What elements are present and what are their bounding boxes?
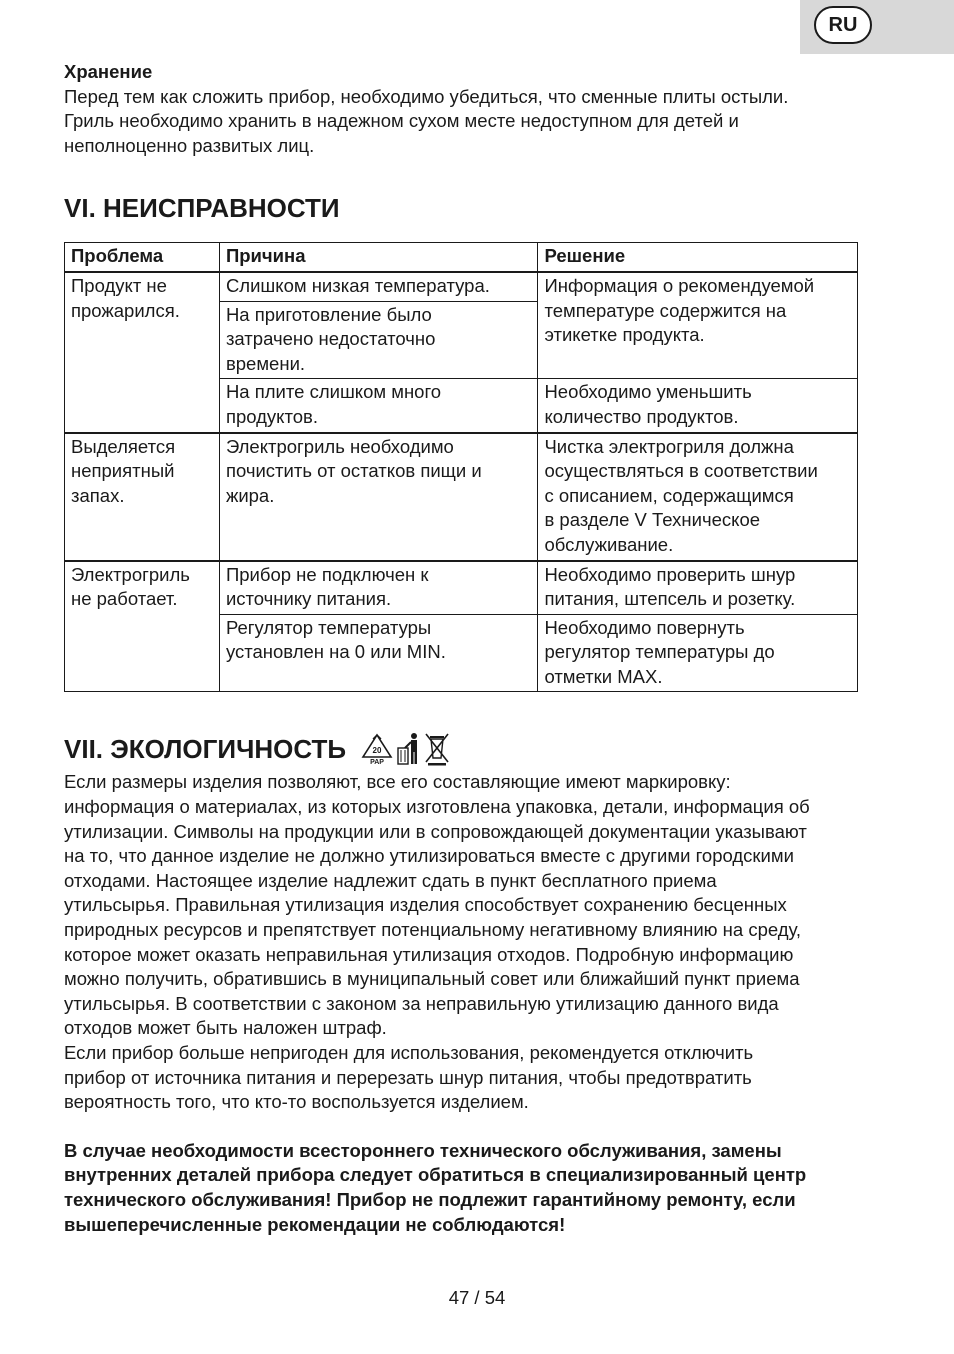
storage-line: Перед тем как сложить прибор, необходимо убедиться, что сменные плиты остыли.: [64, 85, 789, 107]
cell-line: затрачено недостаточно: [225, 328, 436, 350]
cell-line: с описанием, содержащимся: [544, 484, 794, 506]
service-warning: [64, 1139, 894, 1237]
cell-line: Прибор не подключен к: [225, 563, 429, 585]
cause-cell: [219, 614, 538, 692]
cell-line: времени.: [225, 352, 306, 374]
text-line: на то, что данное изделие не должно утилизироваться вместе с другими городскими: [64, 845, 794, 867]
cell-line: количество продуктов.: [544, 405, 739, 427]
cell-line: Слишком низкая температура.: [225, 274, 490, 296]
cause-cell: [219, 301, 538, 379]
warning-line: В случае необходимости всестороннего технического обслуживания, замены: [64, 1139, 782, 1161]
faults-table: [64, 242, 858, 692]
solution-cell: [538, 433, 858, 561]
text-line: отходов может быть наложен штраф.: [64, 1017, 387, 1039]
text-line: Если прибор больше непригоден для использования, рекомендуется отключить: [64, 1042, 754, 1063]
table-row: [65, 433, 858, 561]
crossed-bin-icon: [424, 732, 450, 766]
text-line: природных ресурсов и препятствует потенциальному негативному влиянию на среду,: [64, 919, 802, 941]
cell-line: в разделе V Техническое: [544, 509, 761, 531]
text-line: утильсырья. В соответствии с законом за неправильную утилизацию данного вида: [64, 992, 779, 1014]
cell-line: прожарился.: [71, 299, 180, 321]
problem-cell: [65, 561, 220, 692]
cell-line: На приготовление было: [225, 303, 432, 325]
header-cause: Причина: [219, 243, 538, 272]
problem-cell: [65, 272, 220, 433]
cause-cell: [219, 379, 538, 433]
recycle-icon: [360, 733, 394, 765]
text-line: прибор от источника питания и перерезать шнур питания, чтобы предотвратить: [64, 1066, 752, 1088]
disposal-paragraph: [64, 1041, 894, 1115]
text-line: можно получить, обратившись в муниципальный совет или ближайший пункт приема: [64, 968, 800, 990]
page-content: [64, 60, 894, 1237]
cell-line: неприятный: [71, 460, 175, 482]
cell-line: осуществляться в соответствии: [544, 460, 818, 482]
cell-line: Необходимо проверить шнур: [544, 563, 796, 585]
eco-icons: [360, 732, 450, 766]
cell-line: Продукт не: [71, 274, 167, 296]
cell-line: Необходимо повернуть: [544, 616, 745, 638]
cell-line: обслуживание.: [544, 533, 674, 555]
tidyman-icon: [396, 732, 422, 766]
cell-line: не работает.: [71, 588, 178, 610]
cell-line: установлен на 0 или MIN.: [225, 641, 446, 663]
cell-line: запах.: [71, 484, 125, 506]
text-line: Если размеры изделия позволяют, все его составляющие имеют маркировку:: [64, 771, 731, 793]
cell-line: регулятор температуры до: [544, 641, 775, 663]
header-solution: Решение: [538, 243, 858, 272]
cell-line: Электрогриль: [71, 563, 190, 585]
cell-line: На плите слишком много: [225, 381, 442, 403]
storage-section: [64, 60, 894, 158]
cell-line: Необходимо уменьшить: [544, 381, 752, 403]
language-tab: [800, 0, 954, 54]
page-number: 47 / 54: [448, 1287, 506, 1308]
cell-line: источнику питания.: [225, 588, 392, 610]
table-row: [65, 272, 858, 301]
cause-cell: [219, 433, 538, 561]
cell-line: отметки MAX.: [544, 665, 663, 687]
language-badge: RU: [814, 6, 872, 44]
cell-line: продуктов.: [225, 405, 318, 427]
cell-line: питания, штепсель и розетку.: [544, 588, 796, 610]
cause-cell: [219, 561, 538, 615]
svg-text:20: 20: [372, 746, 382, 756]
storage-title: Хранение: [64, 61, 153, 82]
problem-cell: [65, 433, 220, 561]
ecology-title-text: VII. ЭКОЛОГИЧНОСТЬ: [64, 734, 347, 765]
cell-line: Информация о рекомендуемой: [544, 274, 815, 296]
text-line: утильсырья. Правильная утилизация изделия способствует сохранению бесценных: [64, 894, 787, 916]
cell-line: Электрогриль необходимо: [225, 435, 454, 457]
header-problem: Проблема: [65, 243, 220, 272]
cell-line: температуре содержится на: [544, 299, 787, 321]
text-line: отходами. Настоящее изделие надлежит сдать в пункт бесплатного приема: [64, 869, 717, 891]
solution-cell: [538, 561, 858, 615]
cell-line: Чистка электрогриля должна: [544, 435, 794, 457]
section-title-ecology: [64, 732, 894, 766]
text-line: утилизации. Символы на продукции или в сопровождающей документации указывают: [64, 820, 807, 842]
storage-line: неполноценно развитых лиц.: [64, 134, 315, 156]
solution-cell: [538, 614, 858, 692]
cell-line: Регулятор температуры: [225, 616, 432, 638]
cell-line: жира.: [225, 484, 275, 506]
warning-line: внутренних деталей прибора следует обратиться в специализированный центр: [64, 1164, 807, 1186]
svg-text:PAP: PAP: [370, 759, 384, 766]
table-row: [65, 561, 858, 615]
cell-line: Выделяется: [71, 435, 176, 457]
cell-line: этикетке продукта.: [544, 324, 705, 346]
cell-line: почистить от остатков пищи и: [225, 460, 482, 482]
cause-cell: [219, 272, 538, 301]
ecology-paragraph: [64, 770, 894, 1041]
text-line: вероятность того, что кто-то воспользуется изделием.: [64, 1091, 529, 1113]
warning-line: технического обслуживания! Прибор не подлежит гарантийному ремонту, если: [64, 1188, 796, 1210]
text-line: которое может оказать неправильная утилизация отходов. Подробную информацию: [64, 943, 794, 965]
warning-line: вышеперечисленные рекомендации не соблюдаются!: [64, 1213, 566, 1235]
section-title-faults: VI. НЕИСПРАВНОСТИ: [64, 193, 340, 224]
storage-line: Гриль необходимо хранить в надежном сухом месте недоступном для детей и: [64, 110, 739, 132]
table-header-row: [65, 243, 858, 272]
text-line: информация о материалах, из которых изготовлена упаковка, детали, информация об: [64, 796, 810, 818]
solution-cell: [538, 379, 858, 433]
solution-cell: [538, 272, 858, 379]
